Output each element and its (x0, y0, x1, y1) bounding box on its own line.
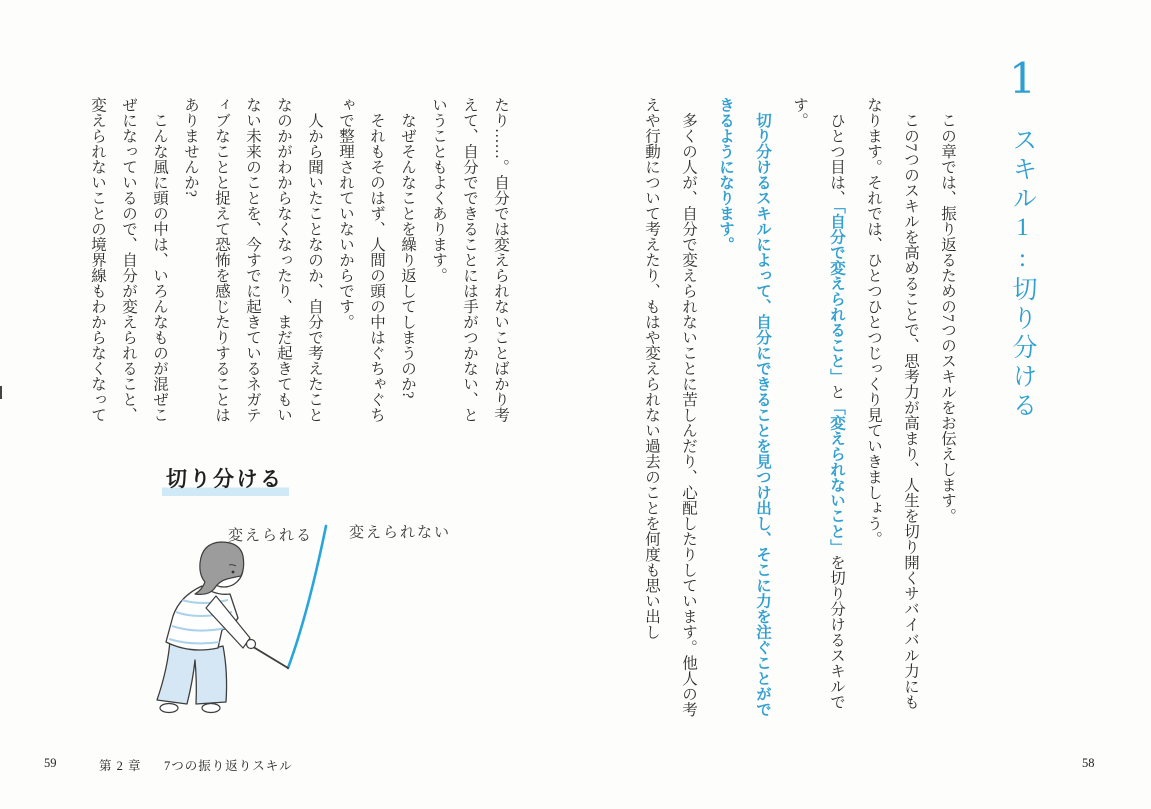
body-paragraph: 人から聞いたことなのか、自分で考えたことなのかがわからなくなったり、まだ起きてもいない未来のことを、今すでに起きているネガティブなことと捉えて恐怖を感じたりすることはありませんか? (182, 97, 323, 423)
body-paragraph: なぜそんなことを繰り返してしまうのか? (399, 97, 416, 399)
left-page-body (82, 97, 516, 425)
body-text: ひとつ目は、 (828, 97, 845, 206)
figure-label-unchangeable: 変えられない (349, 524, 452, 541)
page-number-left: 59 (44, 756, 57, 770)
body-paragraph: 多くの人が、自分で変えられないことに苦しんだり、心配したりしています。他人の考えや行動について考えたり、もはや変えられない過去のことを何度も思い出し (643, 97, 697, 717)
highlight-paragraph: 切り分けるスキルによって、自分にできることを見つけ出し、そこに力を注ぐことができるようになります。 (717, 97, 771, 717)
person-figure (157, 542, 256, 713)
body-paragraph: たり……。自分では変えられないことばかり考えて、自分でできることには手がつかない、ということもよくあります。 (430, 97, 509, 423)
body-text: と (828, 383, 845, 400)
chapter-number: 1 (998, 54, 1047, 103)
page-number-right: 58 (1082, 756, 1095, 770)
body-paragraph (781, 97, 855, 721)
chapter-title-text: スキル1:切り分ける (1009, 127, 1036, 421)
figure-heading: 切り分ける (162, 463, 289, 496)
footer-chapter-label: 第 2 章 (99, 759, 142, 773)
body-paragraph: この章では、振り返るための7つのスキルをお伝えします。 (939, 97, 956, 524)
highlight-text: 「自分で変えられること」 (828, 205, 845, 384)
body-paragraph: こんな風に頭の中は、いろんなものが混ぜこぜになっているので、自分が変えられること、変えられないことの境界線もわからなくなって (89, 97, 168, 423)
footer-chapter-name: 7つの振り返りスキル (164, 759, 293, 773)
boundary-line (288, 526, 326, 668)
figure-label-changeable: 変えられる (228, 527, 314, 544)
body-text: を切り分けるスキルです。 (791, 97, 845, 710)
person-illustration (130, 496, 450, 726)
highlight-text: 「変えられないこと」 (828, 399, 845, 555)
pointing-stick (250, 645, 288, 668)
right-page-body (633, 97, 966, 721)
chapter-title (998, 54, 1047, 421)
body-paragraph: この7つのスキルを高めることで、思考力が高まり、人生を切り開くサバイバル力にもなります。それでは、ひとつひとつじっくり見ていきましょう。 (865, 97, 919, 710)
trim-mark (0, 386, 2, 399)
body-paragraph: それもそのはず、人間の頭の中はぐちゃぐちゃで整理されていないからです。 (337, 97, 385, 423)
